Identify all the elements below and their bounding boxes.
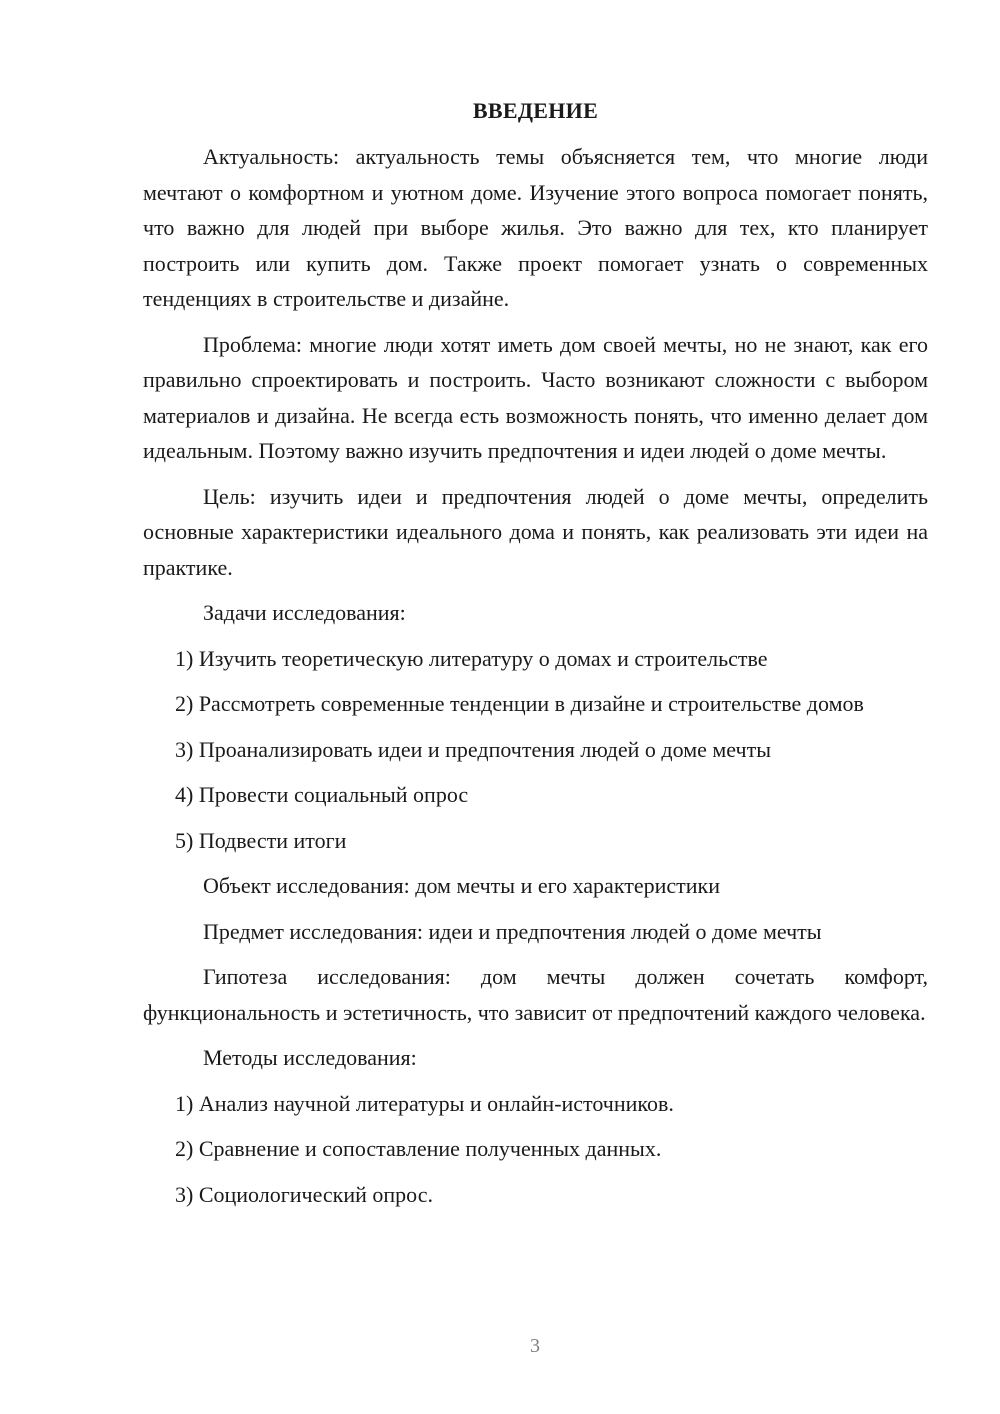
task-item: 5) Подвести итоги bbox=[175, 827, 347, 853]
method-item: 2) Сравнение и сопоставление полученных данных. bbox=[175, 1136, 662, 1161]
problem-paragraph: Проблема: многие люди хотят иметь дом своей мечты, но не знают, как его правильно спроектировать и построить. Часто возникают сложности с выбором материалов и дизайна. Не всегда есть возможность понять, что именно делает дом идеальным. Поэтому важно изучить предпочтения и идеи людей о доме мечты. bbox=[143, 331, 928, 463]
task-item: 4) Провести социальный опрос bbox=[175, 782, 469, 807]
subject-line: Предмет исследования: идеи и предпочтения людей о доме мечты bbox=[203, 918, 822, 944]
methods-heading: Методы исследования: bbox=[203, 1045, 417, 1070]
tasks-heading: Задачи исследования: bbox=[203, 600, 406, 625]
goal-paragraph: Цель: изучить идеи и предпочтения людей о доме мечты, определить основные характеристики идеального дома и понять, как реализовать эти идеи на практике. bbox=[143, 483, 928, 580]
method-item: 1) Анализ научной литературы и онлайн-источников. bbox=[175, 1090, 674, 1116]
section-title: ВВЕДЕНИЕ bbox=[472, 98, 599, 123]
task-item: 2) Рассмотреть современные тенденции в дизайне и строительстве домов bbox=[175, 691, 864, 716]
method-item: 3) Социологический опрос. bbox=[175, 1181, 433, 1207]
task-item: 3) Проанализировать идеи и предпочтения людей о доме мечты bbox=[175, 736, 771, 762]
object-line: Объект исследования: дом мечты и его характеристики bbox=[203, 873, 720, 898]
page-number: 3 bbox=[530, 1335, 540, 1357]
task-item: 1) Изучить теоретическую литературу о домах и строительстве bbox=[175, 645, 768, 671]
relevance-paragraph: Актуальность: актуальность темы объясняется тем, что многие люди мечтают о комфортном и уютном доме. Изучение этого вопроса помогает понять, что важно для людей при выборе жилья. Это важно для тех, кто планирует построить или купить дом. Также проект помогает узнать о современных тенденциях в строительстве и дизайне. bbox=[143, 144, 928, 311]
hypothesis-paragraph: Гипотеза исследования: дом мечты должен сочетать комфорт, функциональность и эстетичность, что зависит от предпочтений каждого человека. bbox=[143, 964, 928, 1025]
page-content bbox=[143, 97, 928, 1222]
